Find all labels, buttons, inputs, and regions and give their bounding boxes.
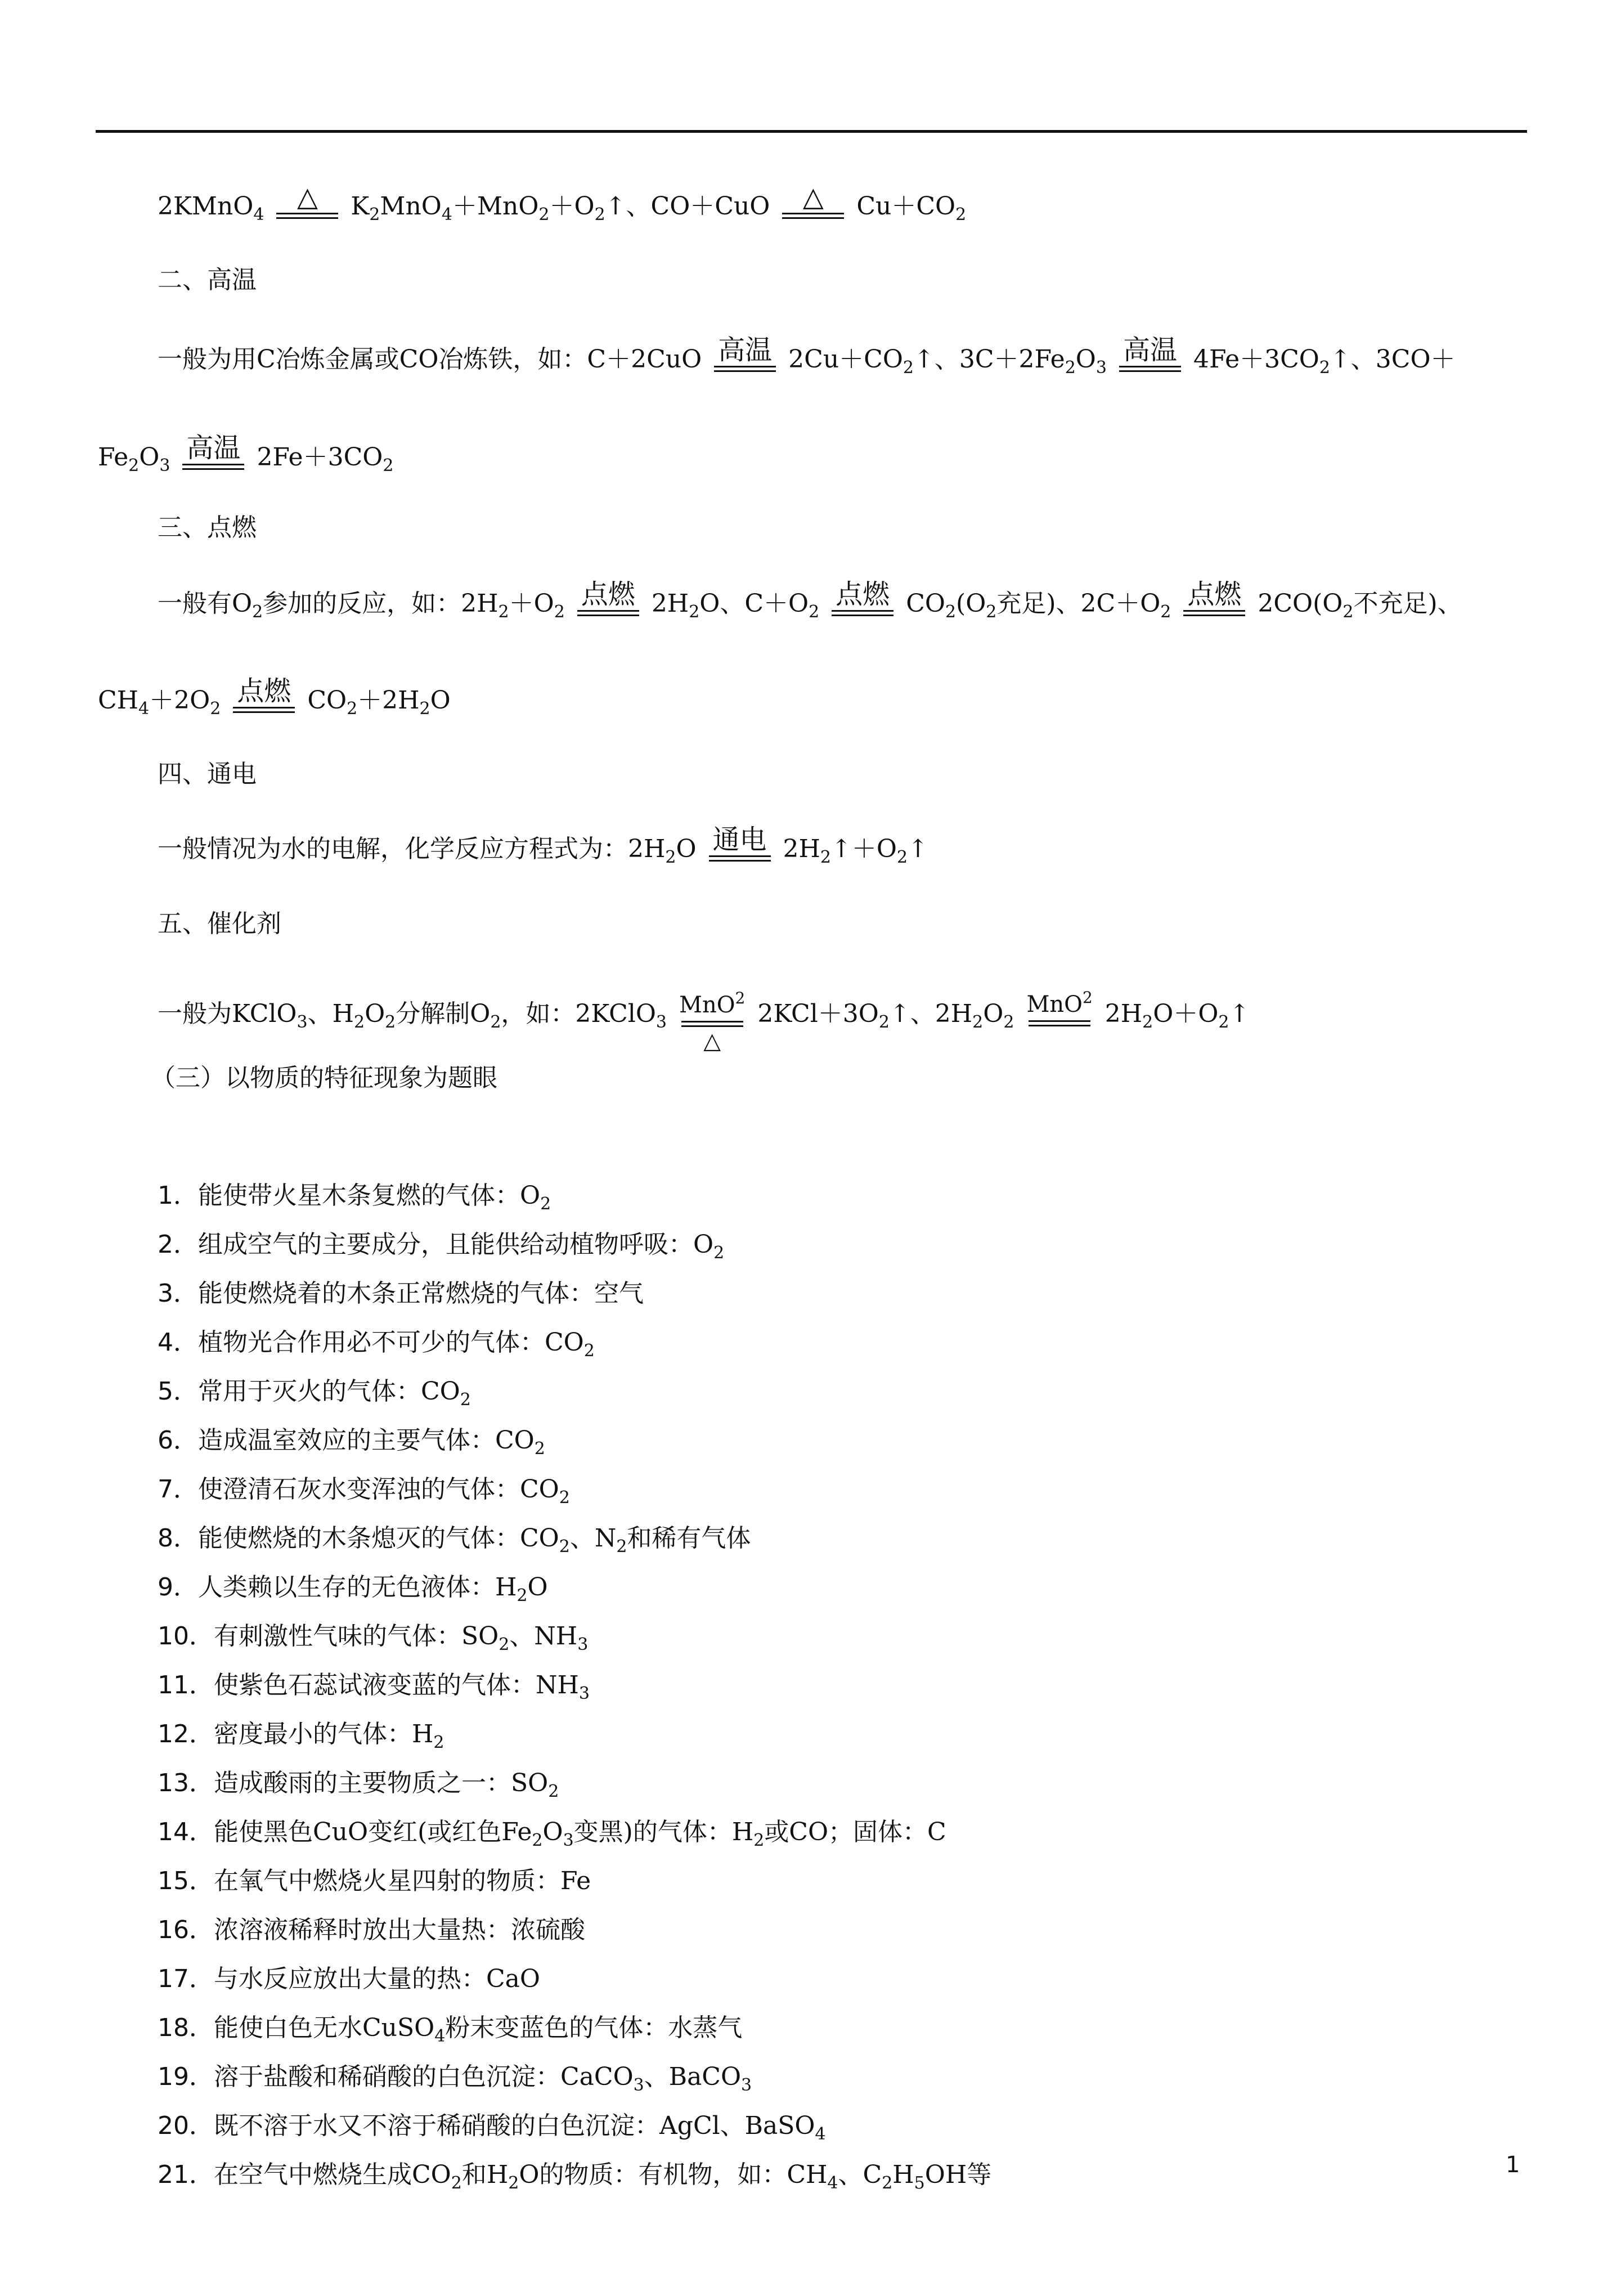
list-item: 14．能使黑色CuO变红(或红色$Fe_2O_3$变黑)的气体：$H_2$或CO；固体：C bbox=[158, 1818, 946, 1850]
condition-heat: △ bbox=[782, 181, 844, 219]
section-heading-phenomena: （三）以物质的特征现象为题眼 bbox=[151, 1064, 497, 1092]
condition-catalyst-heat: MnO$^2$ △ bbox=[679, 989, 746, 1054]
list-item: 11．使紫色石蕊试液变蓝的气体：$NH_3$ bbox=[158, 1671, 590, 1703]
section-heading-ignite: 三、点燃 bbox=[158, 513, 257, 542]
paragraph-ignite: 一般有$O_2$参加的反应，如：$2H_2+O_2$ 点燃 $2H_2O$、$C+O_2$ 点燃 $CO_2(O_2$充足)、$2C+O_2$ 点燃 $2CO(O_2$不充足)、 bbox=[158, 579, 1462, 622]
condition-high-temp: 高温 bbox=[714, 334, 776, 372]
list-item: 4．植物光合作用必不可少的气体：$CO_2$ bbox=[158, 1328, 595, 1361]
section-heading-catalyst: 五、催化剂 bbox=[158, 909, 281, 938]
list-item: 21．在空气中燃烧生成$CO_2$和$H_2O$的物质：有机物，如：$CH_4$、$C_2H_5OH$等 bbox=[158, 2160, 992, 2193]
list-item: 6．造成温室效应的主要气体：$CO_2$ bbox=[158, 1426, 545, 1459]
list-item: 10．有刺激性气味的气体：$SO_2$、$NH_3$ bbox=[158, 1622, 589, 1654]
page-number: 1 bbox=[1506, 2152, 1520, 2178]
condition-ignite: 点燃 bbox=[832, 579, 893, 616]
list-item: 1．能使带火星木条复燃的气体：$O_2$ bbox=[158, 1181, 551, 1214]
list-item: 7．使澄清石灰水变浑浊的气体：$CO_2$ bbox=[158, 1475, 570, 1508]
condition-electric: 通电 bbox=[709, 824, 771, 862]
condition-high-temp: 高温 bbox=[182, 432, 244, 470]
list-item: 19．溶于盐酸和稀硝酸的白色沉淀：CaCO$_3$、BaCO$_3$ bbox=[158, 2062, 752, 2095]
list-item: 17．与水反应放出大量的热：CaO bbox=[158, 1965, 540, 1993]
paragraph-high-temp: 一般为用C冶炼金属或CO冶炼铁，如：C＋2CuO 高温 $2Cu+CO_2↑$、$3C+2Fe_2O_3$ 高温 $4Fe+3CO_2↑$、3CO＋ bbox=[158, 334, 1456, 378]
paragraph-catalyst: 一般为KClO$_3$、$H_2O_2$分解制$O_2$，如：2KClO$_3$ MnO$^2$ △ $2KCl+3O_2↑$、$2H_2O_2$ MnO$^2$ $2H_2O+O_2↑$ bbox=[158, 988, 1250, 1054]
condition-ignite: 点燃 bbox=[1183, 579, 1245, 616]
paragraph-high-temp-cont: $Fe_2O_3$ 高温 $2Fe+3CO_2$ bbox=[98, 432, 394, 476]
condition-catalyst: MnO$^2$ bbox=[1026, 989, 1092, 1026]
list-item: 18．能使白色无水CuSO$_4$粉末变蓝色的气体：水蒸气 bbox=[158, 2014, 743, 2046]
condition-ignite: 点燃 bbox=[577, 579, 639, 616]
list-item: 9．人类赖以生存的无色液体：$H_2O$ bbox=[158, 1573, 548, 1606]
phenomena-list bbox=[158, 1179, 991, 2207]
list-item: 13．造成酸雨的主要物质之一：$SO_2$ bbox=[158, 1769, 559, 1801]
list-item: 8．能使燃烧的木条熄灭的气体：$CO_2$、$N_2$和稀有气体 bbox=[158, 1524, 751, 1557]
list-item: 20．既不溶于水又不溶于稀硝酸的白色沉淀：AgCl、BaSO$_4$ bbox=[158, 2111, 826, 2144]
paragraph-electric: 一般情况为水的电解，化学反应方程式为：$2H_2O$ 通电 $2H_2↑+O_2↑$ bbox=[158, 824, 928, 867]
list-item: 15．在氧气中燃烧火星四射的物质：Fe bbox=[158, 1867, 591, 1895]
list-item: 3．能使燃烧着的木条正常燃烧的气体：空气 bbox=[158, 1279, 644, 1308]
paragraph-ignite-cont: $CH_4+2O_2$ 点燃 $CO_2+2H_2O$ bbox=[98, 675, 451, 719]
section-heading-electric: 四、通电 bbox=[158, 760, 257, 788]
section-heading-high-temp: 二、高温 bbox=[158, 266, 257, 294]
condition-ignite: 点燃 bbox=[233, 675, 295, 713]
header-rule bbox=[96, 130, 1527, 133]
equation-line-heat: 2KMnO$_4$ △ $K_2MnO_4+MnO_2+O_2↑$、CO＋CuO △ $Cu+CO_2$ bbox=[158, 181, 967, 225]
list-item: 5．常用于灭火的气体：$CO_2$ bbox=[158, 1377, 471, 1410]
list-item: 2．组成空气的主要成分，且能供给动植物呼吸：$O_2$ bbox=[158, 1230, 725, 1263]
condition-heat: △ bbox=[276, 181, 338, 219]
condition-high-temp: 高温 bbox=[1119, 334, 1181, 372]
list-item: 16．浓溶液稀释时放出大量热：浓硫酸 bbox=[158, 1916, 585, 1944]
list-item: 12．密度最小的气体：$H_2$ bbox=[158, 1720, 444, 1752]
